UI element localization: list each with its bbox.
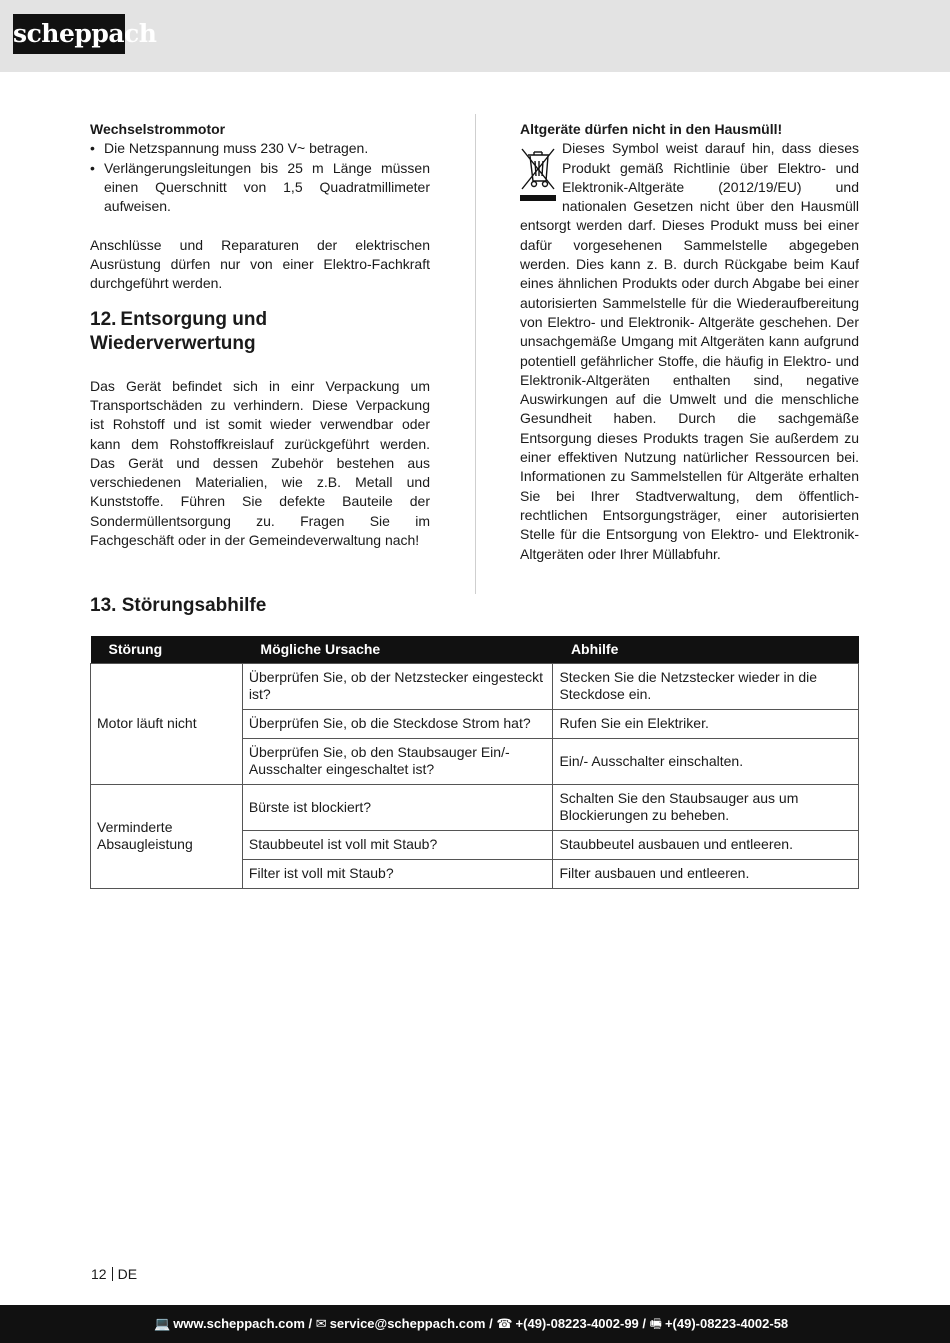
remedy-cell: Ein/- Ausschalter einschalten.: [553, 738, 859, 784]
section-12-number: 12.: [90, 308, 117, 330]
computer-icon: 💻: [154, 1316, 171, 1331]
section-12-title: [90, 308, 430, 356]
scheppach-logo: scheppach: [13, 14, 125, 54]
motor-bullet-list: [90, 139, 430, 216]
footer-contacts: [154, 1305, 788, 1343]
footer-separator: /: [642, 1316, 647, 1331]
weee-paragraph-text: Dieses Symbol weist darauf hin, dass dieses Produkt gemäß Richtlinie über Elektro- und Elektronik-Altgeräte (2012/19/EU) und nationalen Gesetzen nicht über den Hausmüll entsorgt werden darf. Dieses Produkt muss bei einer dafür vorgesehenen Sammelstelle abgegeben werden. Dies kann z. B. durch Rückgabe beim Kauf eines ähnlichen Produkts oder durch Abgabe bei einer autorisierten Sammelstelle für die Wiederaufbereitung von Elektro- und Elektronik- Altgeräte geschehen. Der unsachgemäße Umgang mit Altgeräten kann aufgrund potentiell gefährlicher Stoffe, die häufig in Elektro- und Elektronik-Altgeräten enthalten sind, negative Auswirkungen auf die Umwelt und die menschliche Gesundheit haben. Durch die sachgemäße Entsorgung dieses Produkts tragen Sie außerdem zu einer effektiven Nutzung natürlicher Ressourcen bei. Informationen zu Sammelstellen für Altgeräte erhalten Sie bei Ihrer Stadtverwaltung, dem öffentlich-rechtlichen Entsorgungsträger, einer autorisierten Stelle für die Entsorgung von Elektro- und Elektronik-Altgeräten oder Ihrer Müllabfuhr.: [520, 140, 859, 562]
footer-fax: +(49)-08223-4002-58: [664, 1316, 789, 1331]
remedy-cell: Rufen Sie ein Elektriker.: [553, 709, 859, 738]
section-13-number: 13.: [90, 595, 117, 616]
remedy-cell: Staubbeutel ausbauen und entleeren.: [553, 830, 859, 859]
remedy-cell: Schalten Sie den Staubsauger aus um Blockierungen zu beheben.: [553, 784, 859, 830]
list-item: • Die Netzspannung muss 230 V~ betragen.: [90, 139, 430, 158]
motor-heading: Wechselstrommotor: [90, 121, 226, 137]
page-number-separator: [112, 1267, 113, 1281]
section-13-title: [90, 594, 266, 618]
cause-cell: Überprüfen Sie, ob die Steckdose Strom hat?: [242, 709, 553, 738]
footer-email-link[interactable]: service@scheppach.com: [329, 1316, 486, 1331]
weee-paragraph: [520, 139, 859, 564]
header-cause: Mögliche Ursache: [242, 636, 553, 663]
section-13-title-text: Störungsabhilfe: [121, 595, 267, 616]
weee-heading: Altgeräte dürfen nicht in den Hausmüll!: [520, 121, 783, 137]
page-number: [91, 1265, 137, 1283]
cause-cell: Überprüfen Sie, ob den Staubsauger Ein/-Ausschalter eingeschaltet ist?: [242, 738, 553, 784]
fax-icon: 🖷: [649, 1316, 662, 1331]
header-remedy: Abhilfe: [553, 636, 859, 663]
table-row: [91, 784, 859, 830]
left-column: [90, 120, 430, 550]
footer-bar: [0, 1305, 950, 1343]
telephone-icon: ☎: [496, 1316, 513, 1331]
page-number-value: 12: [91, 1266, 107, 1282]
cause-cell: Bürste ist blockiert?: [242, 784, 553, 830]
footer-web-link[interactable]: www.scheppach.com: [173, 1316, 305, 1331]
footer-separator: /: [489, 1316, 493, 1331]
fault-cell: Verminderte Absaugleistung: [91, 784, 243, 888]
cause-cell: Filter ist voll mit Staub?: [242, 859, 553, 888]
page-language: DE: [117, 1266, 138, 1282]
table-header-row: [91, 636, 859, 663]
right-column: [520, 120, 859, 564]
envelope-icon: ✉: [315, 1316, 327, 1331]
footer-phone: +(49)-08223-4002-99: [515, 1316, 639, 1331]
crossed-out-wheelie-bin-icon: [520, 143, 556, 205]
remedy-cell: Stecken Sie die Netzstecker wieder in die Steckdose ein.: [553, 663, 859, 709]
header-band: [0, 0, 950, 72]
footer-separator: /: [308, 1316, 313, 1331]
cause-cell: Staubbeutel ist voll mit Staub?: [242, 830, 553, 859]
header-fault: Störung: [91, 636, 243, 663]
list-item: • Verlängerungsleitungen bis 25 m Länge müssen einen Querschnitt von 1,5 Quadratmillimeter aufweisen.: [90, 159, 430, 217]
section-12-title-text: Entsorgung und Wiederverwertung: [90, 308, 268, 354]
troubleshooting-table: [90, 636, 859, 889]
disposal-paragraph: Das Gerät befindet sich in einr Verpackung um Transportschäden zu verhindern. Diese Verpackung ist Rohstoff und ist somit wieder verwendbar oder kann dem Rohstoffkreislauf zurückgeführt werden. Das Gerät und dessen Zubehör bestehen aus verschiedenen Materialien, wie z.B. Metall und Kunststoffe. Führen Sie defekte Bauteile der Sondermüllentsorgung zu. Fragen Sie im Fachgeschäft oder in der Gemeindeverwaltung nach!: [90, 377, 430, 549]
cause-cell: Überprüfen Sie, ob der Netzstecker eingesteckt ist?: [242, 663, 553, 709]
table-row: [91, 663, 859, 709]
column-divider: [475, 114, 476, 594]
connections-paragraph: Anschlüsse und Reparaturen der elektrischen Ausrüstung dürfen nur von einer Elektro-Fachkraft durchgeführt werden.: [90, 236, 430, 292]
remedy-cell: Filter ausbauen und entleeren.: [553, 859, 859, 888]
fault-cell: Motor läuft nicht: [91, 663, 243, 784]
